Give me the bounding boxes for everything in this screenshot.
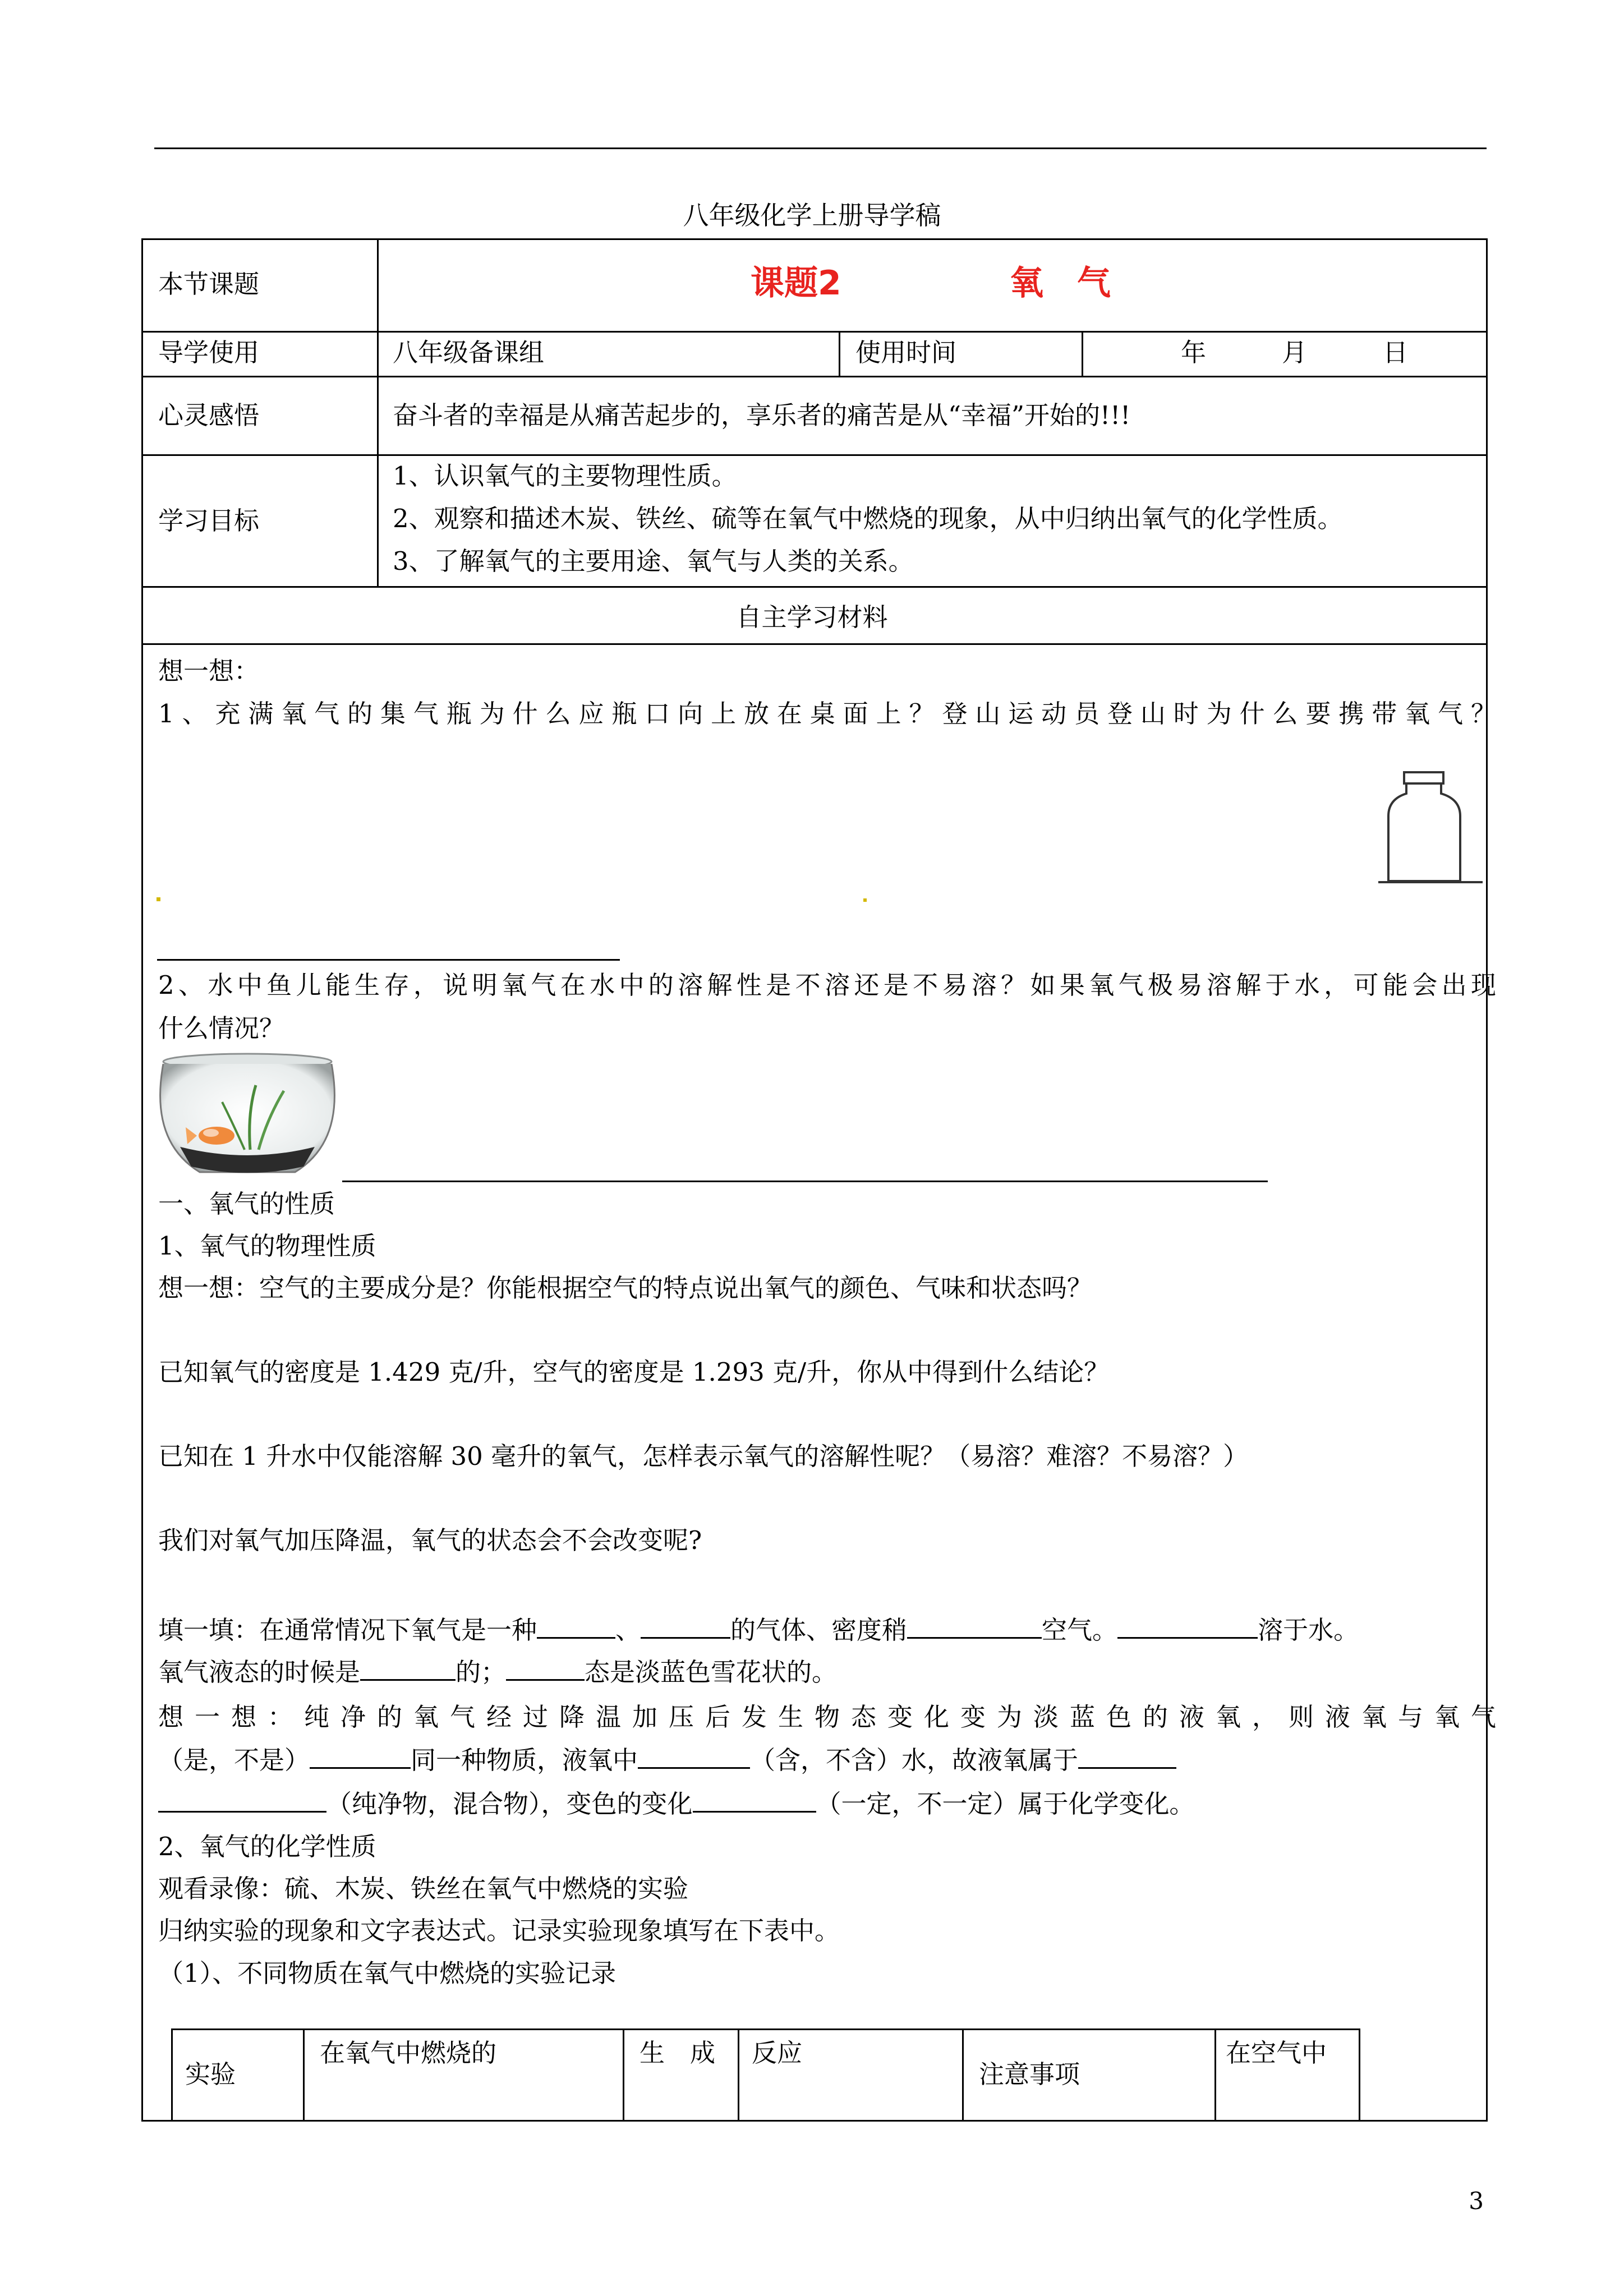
time-label: 使用时间 xyxy=(855,338,957,367)
exp-header-product: 生 成 xyxy=(640,2038,716,2068)
stray-dot xyxy=(157,897,160,901)
section-1-2-title: 2、氧气的化学性质 xyxy=(158,1832,376,1861)
subsection-1-title: （1）、不同物质在氧气中燃烧的实验记录 xyxy=(158,1958,617,1988)
topic-label: 本节课题 xyxy=(158,269,260,299)
fill-in-line-2: 氧气液态的时候是 的； 态是淡蓝色雪花状的。 xyxy=(158,1657,838,1687)
answer-line xyxy=(342,1181,1268,1182)
exp-header-notes: 注意事项 xyxy=(979,2059,1080,2089)
paragraph-2: 已知氧气的密度是 1.429 克/升，空气的密度是 1.293 克/升，你从中得到什么结论？ xyxy=(158,1357,1110,1387)
paragraph-1: 想一想：空气的主要成分是？你能根据空气的特点说出氧气的颜色、气味和状态吗？ xyxy=(158,1273,1093,1303)
fill-in-line-1: 填一填：在通常情况下氧气是一种 、 的气体、密度稍 空气。 溶于水。 xyxy=(158,1615,1359,1645)
fish-bowl-icon xyxy=(155,1052,340,1186)
topic-number: 课题2 xyxy=(751,264,841,303)
summary-instruction: 归纳实验的现象和文字表达式。记录实验现象填写在下表中。 xyxy=(158,1916,840,1945)
think-2-line1: 想一想：纯净的氧气经过降温加压后发生物态变化变为淡蓝色的液氧，则液氧与氧气 xyxy=(158,1702,1496,1732)
question-2-line2: 什么情况？ xyxy=(158,1013,285,1043)
answer-line xyxy=(157,959,620,961)
video-instruction: 观看录像：硫、木炭、铁丝在氧气中燃烧的实验 xyxy=(158,1874,689,1903)
paragraph-3: 已知在 1 升水中仅能溶解 30 毫升的氧气，怎样表示氧气的溶解性呢？（易溶？难溶？不易溶？） xyxy=(158,1441,1249,1471)
exp-header-in-air: 在空气中 xyxy=(1226,2038,1327,2068)
exp-header-burning: 在氧气中燃烧的 xyxy=(320,2038,497,2068)
exp-header-experiment: 实验 xyxy=(185,2059,236,2089)
paragraph-4: 我们对氧气加压降温，氧气的状态会不会改变呢? xyxy=(158,1525,702,1555)
goals-label: 学习目标 xyxy=(158,506,260,536)
topic-name: 氧 气 xyxy=(1010,264,1111,303)
question-1: 1、充满氧气的集气瓶为什么应瓶口向上放在桌面上？登山运动员登山时为什么要携带氧气？ xyxy=(158,699,1496,729)
time-value: 年 月 日 xyxy=(1181,338,1409,367)
section-1-1-title: 1、氧气的物理性质 xyxy=(158,1231,376,1261)
goal-2: 2、观察和描述木炭、铁丝、硫等在氧气中燃烧的现象，从中归纳出氧气的化学性质。 xyxy=(393,504,1343,533)
exp-header-reaction: 反应 xyxy=(752,2038,803,2068)
gas-jar-icon xyxy=(1377,771,1484,889)
section-header: 自主学习材料 xyxy=(736,602,888,632)
motto-label: 心灵感悟 xyxy=(158,400,260,430)
goal-1: 1、认识氧气的主要物理性质。 xyxy=(393,461,737,491)
motto-text: 奋斗者的幸福是从痛苦起步的，享乐者的痛苦是从“幸福”开始的!!! xyxy=(393,400,1131,430)
think-2-line3: （纯净物，混合物），变色的变化 （一定，不一定）属于化学变化。 xyxy=(158,1788,1195,1821)
document-title: 八年级化学上册导学稿 xyxy=(683,200,941,230)
goal-3: 3、了解氧气的主要用途、氧气与人类的关系。 xyxy=(393,546,914,576)
header-rule xyxy=(154,147,1487,149)
guide-value: 八年级备课组 xyxy=(393,338,545,367)
think-2-line2: （是，不是） 同一种物质，液氧中 （含，不含）水，故液氧属于 xyxy=(158,1744,1176,1777)
guide-label: 导学使用 xyxy=(158,338,260,367)
section-1-title: 一、氧气的性质 xyxy=(158,1189,335,1219)
think-title: 想一想： xyxy=(158,656,260,686)
stray-dot xyxy=(863,898,867,902)
question-2-line1: 2、水中鱼儿能生存，说明氧气在水中的溶解性是不溶还是不易溶？如果氧气极易溶解于水，可能会出现 xyxy=(158,970,1496,1000)
page-number: 3 xyxy=(1469,2187,1484,2215)
